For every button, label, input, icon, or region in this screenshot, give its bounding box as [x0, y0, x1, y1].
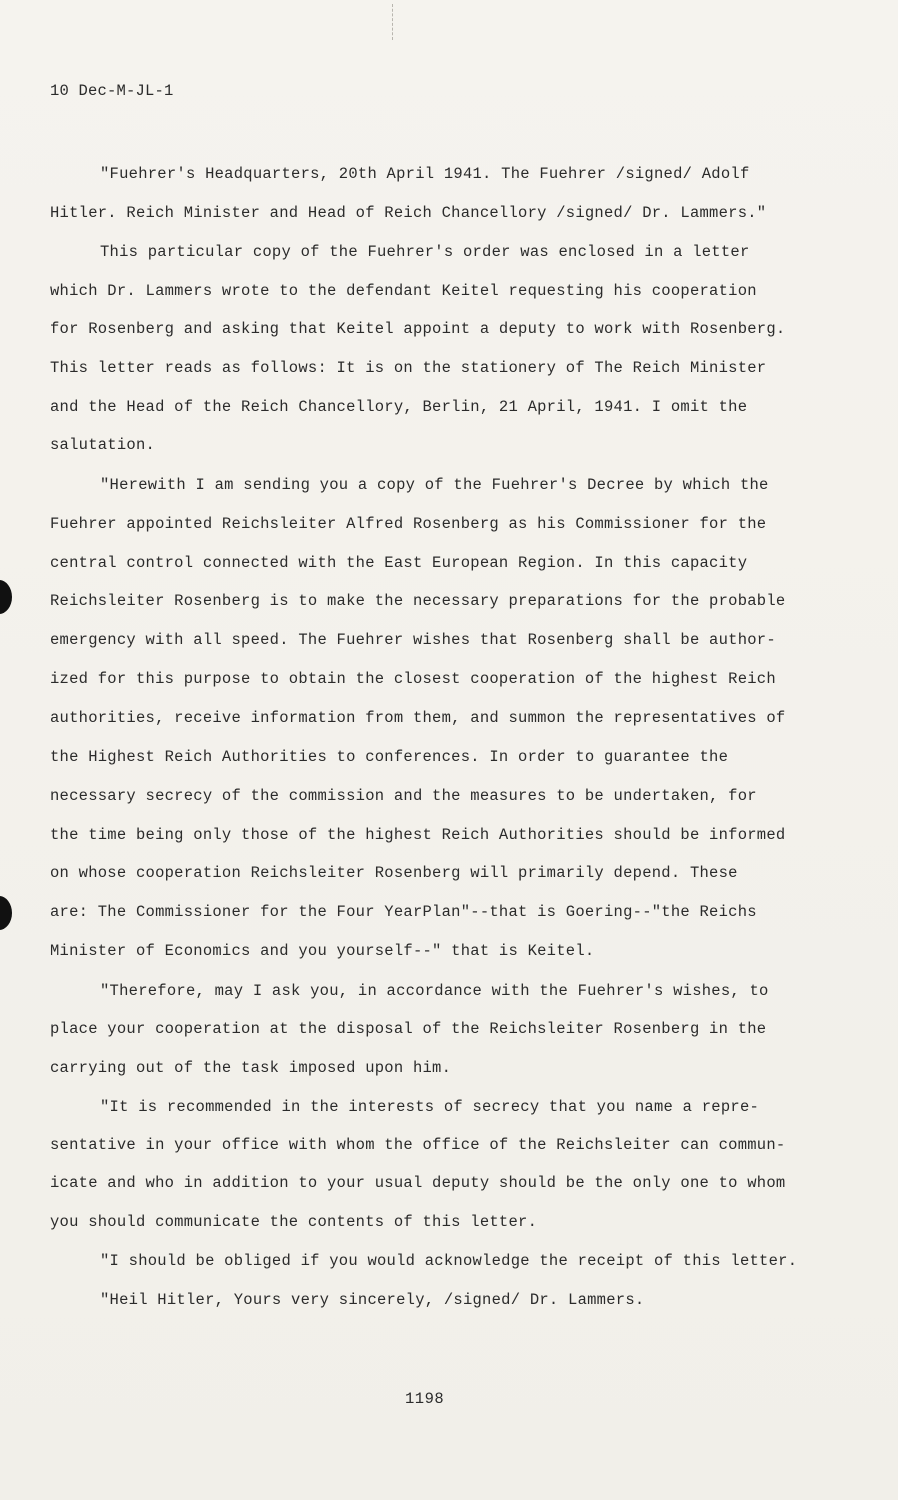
- body-line: necessary secrecy of the commission and the measures to be undertaken, for: [50, 787, 757, 805]
- punch-hole-top: [0, 580, 12, 614]
- margin-mark: [392, 4, 394, 40]
- body-line: This particular copy of the Fuehrer's order was enclosed in a letter: [100, 243, 750, 261]
- body-line: Hitler. Reich Minister and Head of Reich Chancellory /signed/ Dr. Lammers.": [50, 204, 767, 222]
- body-line: Minister of Economics and you yourself--" that is Keitel.: [50, 942, 595, 960]
- page-number: 1198: [405, 1390, 445, 1408]
- body-line: for Rosenberg and asking that Keitel appoint a deputy to work with Rosenberg.: [50, 320, 786, 338]
- body-line: "Herewith I am sending you a copy of the Fuehrer's Decree by which the: [100, 476, 769, 494]
- body-line: the Highest Reich Authorities to conferences. In order to guarantee the: [50, 748, 729, 766]
- body-line: icate and who in addition to your usual deputy should be the only one to whom: [50, 1174, 786, 1192]
- body-line: ized for this purpose to obtain the closest cooperation of the highest Reich: [50, 670, 776, 688]
- body-line: "Heil Hitler, Yours very sincerely, /signed/ Dr. Lammers.: [100, 1291, 645, 1309]
- body-line: are: The Commissioner for the Four YearPlan"--that is Goering--"the Reichs: [50, 903, 757, 921]
- body-line: and the Head of the Reich Chancellory, Berlin, 21 April, 1941. I omit the: [50, 398, 748, 416]
- body-line: sentative in your office with whom the office of the Reichsleiter can commun-: [50, 1136, 786, 1154]
- body-line: This letter reads as follows: It is on the stationery of The Reich Minister: [50, 359, 767, 377]
- body-line: emergency with all speed. The Fuehrer wishes that Rosenberg shall be author-: [50, 631, 776, 649]
- body-line: Fuehrer appointed Reichsleiter Alfred Rosenberg as his Commissioner for the: [50, 515, 767, 533]
- body-line: "It is recommended in the interests of secrecy that you name a repre-: [100, 1098, 760, 1116]
- body-line: on whose cooperation Reichsleiter Rosenberg will primarily depend. These: [50, 864, 738, 882]
- punch-hole-bottom: [0, 896, 12, 930]
- body-line: "I should be obliged if you would acknowledge the receipt of this letter.: [100, 1252, 798, 1270]
- body-line: authorities, receive information from them, and summon the representatives of: [50, 709, 786, 727]
- body-line: central control connected with the East European Region. In this capacity: [50, 554, 748, 572]
- body-line: "Fuehrer's Headquarters, 20th April 1941. The Fuehrer /signed/ Adolf: [100, 165, 750, 183]
- document-reference: 10 Dec-M-JL-1: [50, 82, 174, 100]
- body-line: salutation.: [50, 436, 156, 454]
- body-line: the time being only those of the highest Reich Authorities should be informed: [50, 826, 786, 844]
- body-line: which Dr. Lammers wrote to the defendant Keitel requesting his cooperation: [50, 282, 757, 300]
- body-line: carrying out of the task imposed upon him.: [50, 1059, 452, 1077]
- body-line: place your cooperation at the disposal of the Reichsleiter Rosenberg in the: [50, 1020, 767, 1038]
- body-line: Reichsleiter Rosenberg is to make the necessary preparations for the probable: [50, 592, 786, 610]
- body-line: you should communicate the contents of this letter.: [50, 1213, 538, 1231]
- body-line: "Therefore, may I ask you, in accordance with the Fuehrer's wishes, to: [100, 982, 769, 1000]
